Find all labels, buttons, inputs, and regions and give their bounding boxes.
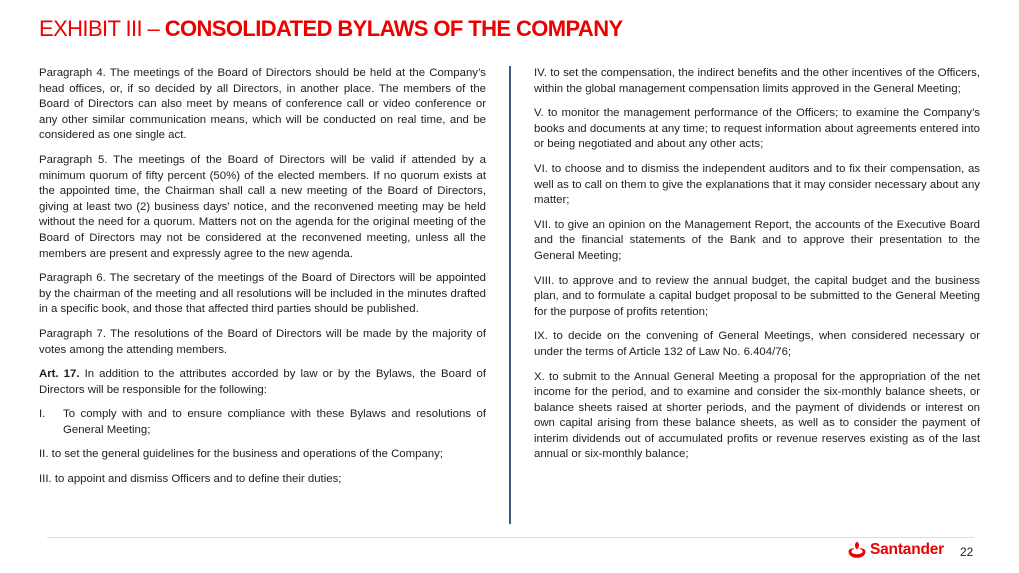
footer-divider [47,537,974,538]
list-item-3: III. to appoint and dismiss Officers and to define their duties; [39,473,342,486]
list-item-10: X. to submit to the Annual General Meeting a proposal for the appropriation of the net income for the period, and to examine and consider the six-monthly balance sheets, or balance sheets raised at shorter periods, and the payment of dividends or interest on own capital arising from these balance sheets, as well as to consider the payment of interim dividends out of accumulated profits or revenue reserves existing as of the last annual or six-monthly balance; [534,370,980,461]
paragraph-5: Paragraph 5. The meetings of the Board of Directors will be valid if attended by a minimum quorum of fifty percent (50%) of the elected members. If no quorum exists at the appointed time, the Chairman shall call a new meeting of the Board of Directors, giving at least two (2) business days’ notice, and the reconvened meeting may be held without the need for a quorum. Matters not on the agenda for the original meeting of the Board of Directors may not be considered at the reconvened meeting, unless all the members are present and expressly agree to the new agenda. [39,153,486,260]
paragraph-4: Paragraph 4. The meetings of the Board of Directors should be held at the Company’s head offices, or, if so decided by all Directors, in another place. The members of the Board of Directors can also meet by means of conference call or video conference or any other similar communication means, which will be conducted on real time, and be considered as one single act. [39,67,486,142]
santander-flame-icon [847,541,867,559]
title-prefix: EXHIBIT III – [39,16,165,41]
article-17-text: In addition to the attributes accorded by law or by the Bylaws, the Board of Directors will be responsible for the following: [39,368,486,396]
page-number: 22 [960,545,974,559]
list-marker: I. [39,408,46,421]
list-item-1 [39,407,486,438]
left-column [39,66,486,497]
column-divider [509,66,511,524]
list-item-text: To comply with and to ensure compliance with these Bylaws and resolutions of General Meeting; [63,408,486,436]
santander-logo [847,541,944,559]
article-17-label: Art. 17. [39,368,80,381]
brand-name: Santander [870,541,944,558]
paragraph-6: Paragraph 6. The secretary of the meetings of the Board of Directors will be appointed by the chairman of the meeting and all resolutions will be included in the minutes drafted in a specific book, and those that affected third parties should be published. [39,272,486,316]
list-item-5: V. to monitor the management performance of the Officers; to examine the Company’s books and documents at any time; to request information about agreements entered into or being negotiated and about any other acts; [534,107,980,151]
list-item-7: VII. to give an opinion on the Management Report, the accounts of the Executive Board and the financial statements of the Bank and to approve their presentation to the General Meeting; [534,218,980,262]
article-17 [39,367,486,398]
paragraph-7: Paragraph 7. The resolutions of the Board of Directors will be made by the majority of votes among the attending members. [39,327,486,356]
list-item-2: II. to set the general guidelines for the business and operations of the Company; [39,448,443,461]
title-main: CONSOLIDATED BYLAWS OF THE COMPANY [164,16,623,41]
right-column [534,66,980,472]
list-item-8: VIII. to approve and to review the annual budget, the capital budget and the business plan, and to formulate a capital budget proposal to be submitted to the General Meeting for the purpose of profits retention; [534,274,980,318]
page-title [39,16,623,42]
list-item-9: IX. to decide on the convening of General Meetings, when considered necessary or under the terms of Article 132 of Law No. 6.404/76; [534,330,980,358]
list-item-4: IV. to set the compensation, the indirect benefits and the other incentives of the Officers, within the global management compensation limits approved in the General Meeting; [534,67,980,95]
list-item-6: VI. to choose and to dismiss the independent auditors and to fix their compensation, as well as to call on them to give the explanations that it may consider necessary about any matter; [534,162,980,207]
